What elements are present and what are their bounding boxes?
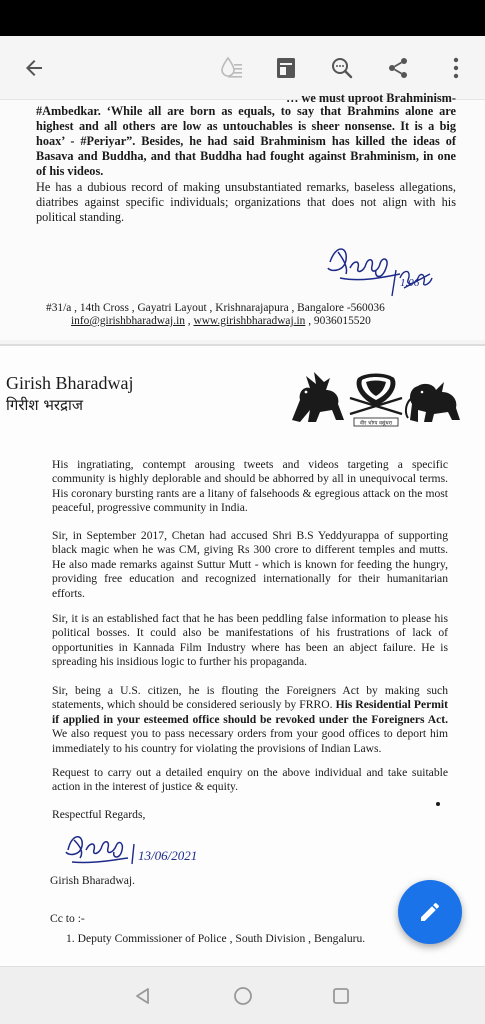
status-bar <box>0 0 485 36</box>
body-paragraph-2-text: Sir, in September 2017, Chetan had accused Shri B.S Yeddyurappa of supporting black magic when he was CM, giving Rs 300 crore to different temples and mutts. He also made remarks against Suttur Mutt - which is known for feeding the hungry, providing free education and recognized internationally for their humanitarian efforts. <box>52 529 448 600</box>
body-paragraph-4 <box>52 684 448 756</box>
quote-paragraph <box>36 104 456 179</box>
back-triangle-icon <box>133 986 153 1006</box>
more-vert-icon <box>453 57 459 79</box>
letterhead-footer <box>46 302 466 328</box>
letterhead-emblem-image <box>284 368 470 430</box>
system-navigation-bar <box>0 966 485 1024</box>
cut-off-text: … we must uproot Brahminism- <box>286 91 456 105</box>
body-paragraph-2 <box>52 529 448 601</box>
record-paragraph <box>36 180 456 225</box>
footer-address: #31/a , 14th Cross , Gayatri Layout , Krishnarajapura , Bangalore -560036 <box>46 302 385 314</box>
share-icon <box>386 56 410 80</box>
cut-off-line <box>36 91 456 105</box>
emblem-motto-text: वीर भोग्य वसुंधरा <box>359 420 393 427</box>
home-circle-icon <box>232 985 254 1007</box>
closing-sign-date: 13/06/2021 <box>138 848 198 863</box>
closing-regards: Respectful Regards, <box>52 808 146 821</box>
signature-image <box>320 238 440 300</box>
closing-signature-image <box>62 820 212 874</box>
body-paragraph-3 <box>52 612 448 670</box>
body-paragraph-5 <box>52 766 448 795</box>
body-paragraph-4-bold: His Residential Permit if applied in your esteemed office should be revoked under the Foreigners Act. <box>52 698 448 726</box>
edit-fab-button[interactable] <box>398 880 462 944</box>
pdf-document-view[interactable] <box>0 91 485 966</box>
nav-home-button[interactable] <box>228 981 258 1011</box>
cc-label: Cc to :- <box>50 912 85 925</box>
quote-text: #Ambedkar. ‘While all are born as equals, to say that Brahmins alone are highest and all others are low as untouchables is sheer nonsense. It is a big hoax’ - #Periyar”. Besides, he had said Brahminism has killed the ideas of Basava and Buddha, and that Buddha had fought against Brahminism, in one of his videos. <box>36 104 456 178</box>
record-text: He has a dubious record of making unsubstantiated remarks, baseless allegations, diatribes against specific individuals; organizations that does not align with his political standing. <box>36 180 456 224</box>
signatory-name: Girish Bharadwaj. <box>50 874 136 887</box>
body-paragraph-1 <box>52 458 448 516</box>
footer-email: info@girishbharadwaj.in <box>71 315 185 327</box>
pdf-page-1 <box>0 91 485 340</box>
name-english: Girish Bharadwaj <box>6 373 134 393</box>
body-paragraph-5-text: Request to carry out a detailed enquiry on the above individual and take suitable action in the interest of justice & equity. <box>52 766 448 794</box>
body-paragraph-1-text: His ingratiating, contempt arousing tweets and videos targeting a specific community is highly deplorable and should be abhorred by all in unequivocal terms. His coronary bursting rants are a litany of falsehoods & egregious attack on the most peaceful, progressive community in India. <box>52 458 448 515</box>
scan-speck <box>436 802 440 806</box>
signature-date-text: 1.06 <box>400 277 420 289</box>
reading-mode-icon <box>219 55 245 81</box>
body-paragraph-4-text-a: Sir, being a U.S. citizen, he is flouting the Foreigners Act by making such statements, which should be considered seriously by FRRO. <box>52 684 448 712</box>
name-hindi: गिरीश भरद्राज <box>6 396 83 414</box>
page-view-icon <box>275 56 297 80</box>
arrow-left-icon <box>22 56 46 80</box>
footer-contacts: info@girishbharadwaj.in , www.girishbharadwaj.in , 9036015520 <box>71 315 371 327</box>
body-paragraph-3-text: Sir, it is an established fact that he has been peddling false information to please his political bosses. It could also be manifestations of his frustrations of lack of opportunities in Kannada Film Industry where has been an abject failure. He is spreading his insidious logic to further his propaganda. <box>52 612 448 669</box>
nav-recents-button[interactable] <box>326 981 356 1011</box>
nav-back-button[interactable] <box>128 981 158 1011</box>
footer-phone: 9036015520 <box>313 315 371 327</box>
footer-website: www.girishbharadwaj.in <box>193 315 306 327</box>
zoom-search-icon <box>330 56 354 80</box>
recents-square-icon <box>331 986 351 1006</box>
body-paragraph-4-text-b: We also request you to pass necessary orders from your good offices to deport him immediately to his country for violating the provisions of Indian Laws. <box>52 727 448 755</box>
pencil-edit-icon <box>418 900 442 924</box>
letterhead-name <box>6 372 133 416</box>
cc-item: 1. Deputy Commissioner of Police , South Division , Bengaluru. <box>66 932 366 945</box>
